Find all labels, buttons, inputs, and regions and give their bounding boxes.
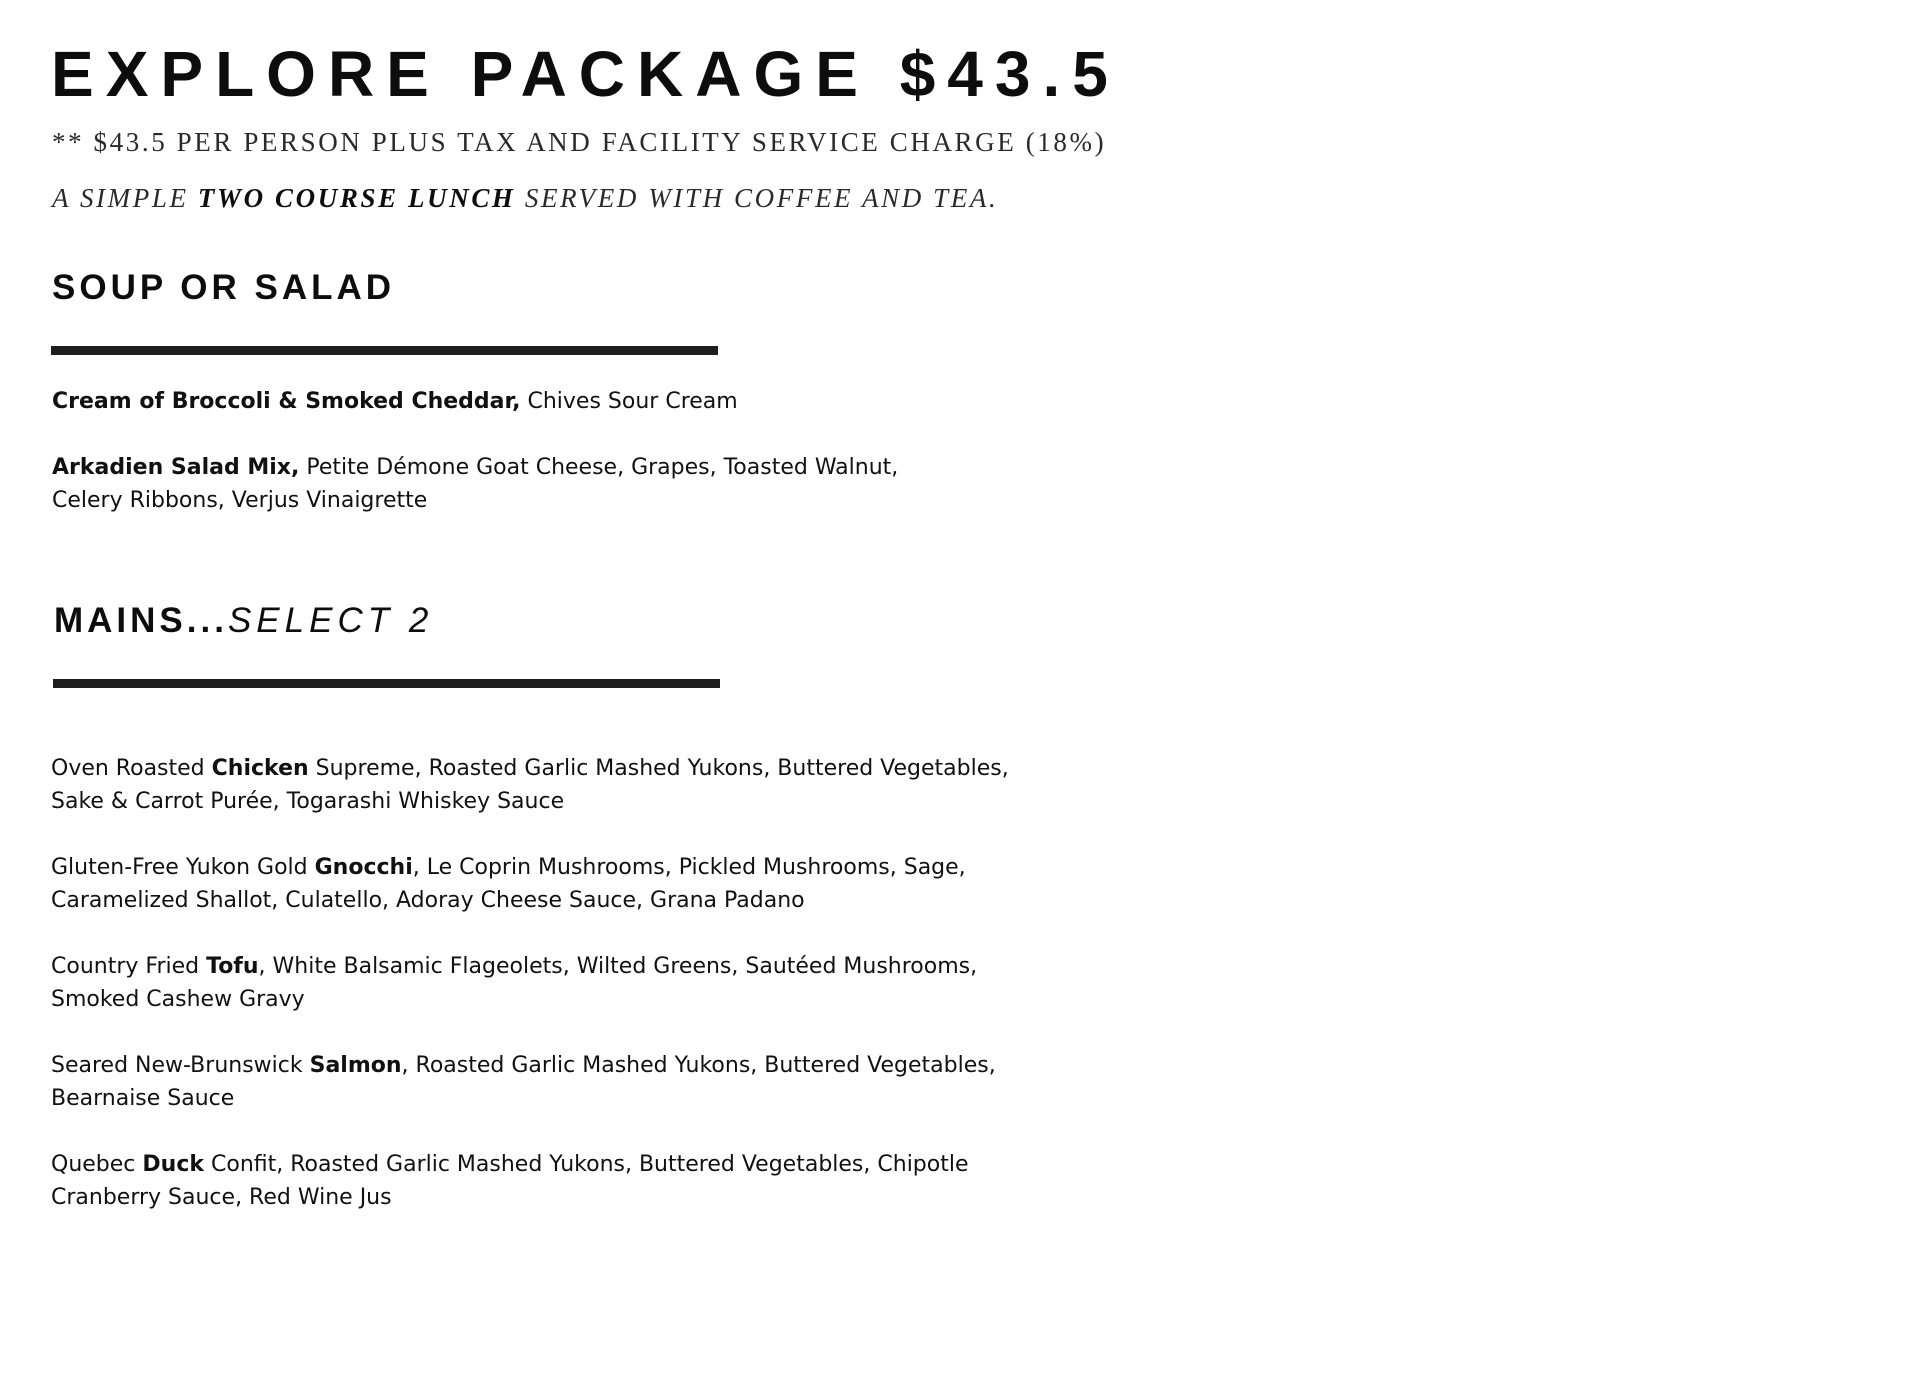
menu-item-tofu xyxy=(51,950,1051,1016)
menu-item-name: Cream of Broccoli & Smoked Cheddar, xyxy=(52,389,521,414)
menu-item-name: Chicken xyxy=(211,756,309,781)
menu-item-description: , White Balsamic Flageolets, Wilted Greens, Sautéed Mushrooms, Smoked Cashew Gravy xyxy=(51,954,978,1012)
menu-item-prefix: Country Fried xyxy=(51,954,207,979)
lunch-description xyxy=(52,180,998,216)
section-divider-soup-salad xyxy=(51,346,718,355)
menu-item-prefix: Quebec xyxy=(51,1152,143,1177)
menu-item-salad xyxy=(52,451,972,517)
menu-item-prefix: Oven Roasted xyxy=(51,756,212,781)
menu-item-soup xyxy=(52,385,1012,418)
section-divider-mains xyxy=(53,679,720,688)
menu-item-description: , Le Coprin Mushrooms, Pickled Mushrooms, Sage, Caramelized Shallot, Culatello, Adoray Cheese Sauce, Grana Padano xyxy=(51,855,966,913)
page-title: EXPLORE PACKAGE $43.5 xyxy=(51,38,1120,110)
menu-item-duck xyxy=(51,1148,1011,1214)
menu-item-name: Arkadien Salad Mix, xyxy=(52,455,300,480)
menu-item-name: Salmon xyxy=(309,1053,402,1078)
lunch-description-lead: A SIMPLE xyxy=(52,183,198,213)
menu-item-prefix: Gluten-Free Yukon Gold xyxy=(51,855,315,880)
menu-item-name: Gnocchi xyxy=(314,855,413,880)
menu-item-description: Supreme, Roasted Garlic Mashed Yukons, Buttered Vegetables, Sake & Carrot Purée, Togarashi Whiskey Sauce xyxy=(51,756,1009,814)
section-heading-mains-select: SELECT 2 xyxy=(227,601,434,640)
menu-item-description: , Roasted Garlic Mashed Yukons, Buttered Vegetables, Bearnaise Sauce xyxy=(51,1053,996,1111)
menu-item-name: Tofu xyxy=(206,954,259,979)
menu-item-chicken xyxy=(51,752,1041,818)
lunch-description-emphasis: TWO COURSE LUNCH xyxy=(197,183,516,213)
section-heading-mains xyxy=(54,600,433,642)
menu-item-salmon xyxy=(51,1049,1011,1115)
menu-item-description: Petite Démone Goat Cheese, Grapes, Toasted Walnut, Celery Ribbons, Verjus Vinaigrette xyxy=(52,455,899,513)
section-heading-mains-label: MAINS... xyxy=(54,601,228,640)
menu-item-gnocchi xyxy=(51,851,1011,917)
price-note: ** $43.5 PER PERSON PLUS TAX AND FACILITY SERVICE CHARGE (18%) xyxy=(52,127,1107,157)
menu-item-prefix: Seared New-Brunswick xyxy=(51,1053,310,1078)
menu-item-description: Confit, Roasted Garlic Mashed Yukons, Buttered Vegetables, Chipotle Cranberry Sauce, Red Wine Jus xyxy=(51,1152,969,1210)
lunch-description-tail: SERVED WITH COFFEE AND TEA. xyxy=(515,183,999,213)
menu-item-name: Duck xyxy=(142,1152,204,1177)
section-heading-soup-salad: SOUP OR SALAD xyxy=(52,268,396,307)
menu-item-description: Chives Sour Cream xyxy=(520,389,738,414)
